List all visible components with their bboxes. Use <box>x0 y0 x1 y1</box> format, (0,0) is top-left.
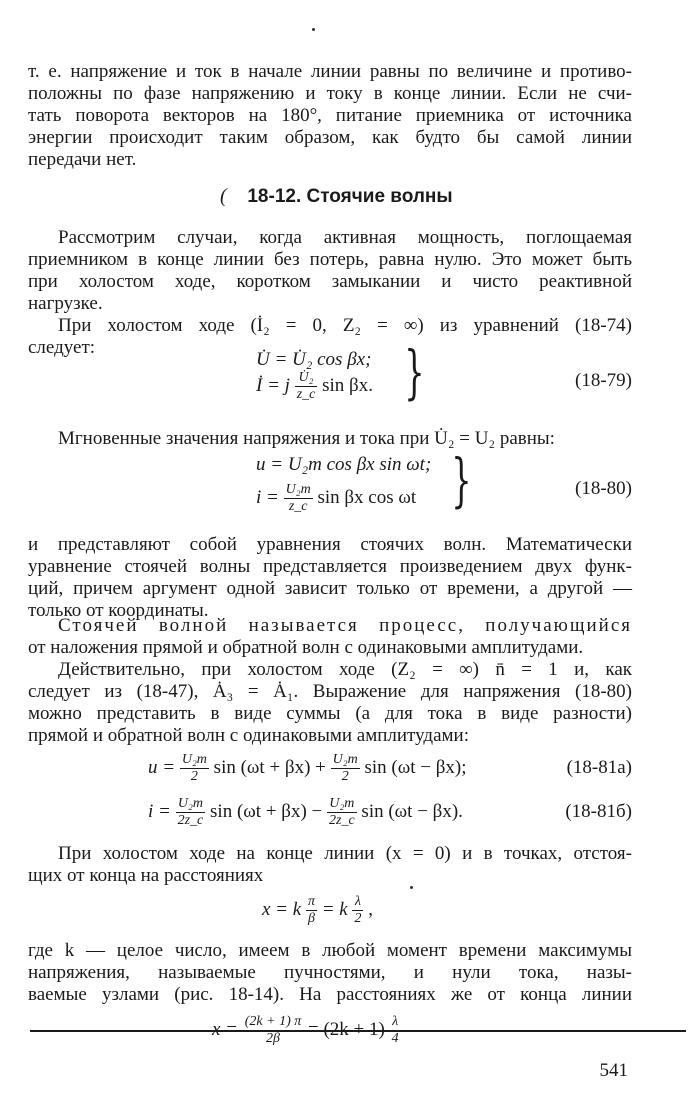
section-title: 18-12. Стоячие волны <box>247 186 453 207</box>
fraction: $\frac{\lambda}{4}$ <box>391 1014 399 1046</box>
equation-18-81a: u = $\frac{\text{U₂m}}{2}$ sin (ωt + βx) + $\frac{\text{U₂m}}{2}$ sin (ωt − βx); <box>148 752 467 784</box>
text-line: передачи нет. <box>28 149 137 170</box>
text-line: положны по фазе напряжению и току в конце линии. Если не счи- <box>28 83 632 104</box>
text-line: следует: <box>28 337 96 358</box>
text-line: Мгновенные значения напряжения и тока при U̇₂ = U₂ равны: <box>58 428 555 449</box>
equation-x-maxima: x = k $\frac{\pi}{\beta}$ = k $\frac{\lambda}{2}$ , <box>262 894 373 926</box>
text-line: можно представить в виде суммы (а для тока в виде разности) <box>28 703 632 724</box>
equation-number: (18-81б) <box>565 801 632 822</box>
text-line: При холостом ходе (İ₂ = 0, Z₂ = ∞) из уравнений (18-74) <box>58 315 632 336</box>
equation-18-80-line2: i = $\frac{\text{U₂m}}{z\_c}$ sin βx cos ωt <box>256 482 417 514</box>
text-line: прямой и обратной волн с одинаковыми амплитудами: <box>28 725 469 746</box>
page-rule <box>30 1030 686 1032</box>
text-line: Стоячей волной называется процесс, получающийся <box>58 615 632 636</box>
equation-18-79-line2: İ = j $\frac{\text{U̇₂}}{z\_c}$ sin βx. <box>256 370 373 402</box>
text-line: при холостом ходе, коротком замыкании и чисто реактивной <box>28 271 632 292</box>
equation-number: (18-79) <box>575 370 632 391</box>
text-line: уравнение стоячей волны представляется произведением двух функ- <box>28 556 632 577</box>
equation-18-79-line1: U̇ = U̇₂ cos βx; <box>256 349 372 370</box>
text-line: и представляют собой уравнения стоячих волн. Математически <box>28 534 632 555</box>
text-line: тать поворота векторов на 180°, питание приемника от источника <box>28 105 632 126</box>
fraction: $\frac{\text{U₂m}}{z\_c}$ <box>285 482 311 514</box>
text-line: Действительно, при холостом ходе (Z₂ = ∞) n̄ = 1 и, как <box>58 659 632 680</box>
text-line: только от координаты. <box>28 600 209 621</box>
equation-18-81b: i = $\frac{\text{U₂m}}{2z\_c}$ sin (ωt + βx) − $\frac{\text{U₂m}}{2z\_c}$ sin (ωt − βx). <box>148 796 463 828</box>
fraction: $\frac{\text{U₂m}}{2}$ <box>332 752 358 784</box>
right-brace: } <box>404 338 425 406</box>
fraction: $\frac{(2k + 1) \pi}{2\beta}$ <box>244 1014 302 1046</box>
equation-number: (18-80) <box>575 478 632 499</box>
text-line: При холостом ходе на конце линии (x = 0) и в точках, отстоя- <box>58 843 632 864</box>
page-number: 541 <box>599 1060 628 1081</box>
text-line: ций, причем аргумент одной зависит только от времени, а другой — <box>28 578 632 599</box>
fraction: $\frac{\text{U₂m}}{2z\_c}$ <box>177 796 204 828</box>
text-line: Рассмотрим случаи, когда активная мощность, поглощаемая <box>58 227 632 248</box>
text-line: нагрузке. <box>28 293 103 314</box>
text-line: т. е. напряжение и ток в начале линии равны по величине и противо- <box>28 61 632 82</box>
text-line: энергии происходит таким образом, как будто бы самой линии <box>28 127 632 148</box>
fraction: $\frac{\text{U₂m}}{2z\_c}$ <box>329 796 355 828</box>
text-line: где k — целое число, имеем в любой момент времени максимумы <box>28 940 632 961</box>
speck <box>312 28 315 31</box>
speck <box>410 886 413 889</box>
text-line: от наложения прямой и обратной волн с одинаковыми амплитудами. <box>28 637 584 658</box>
equation-18-80-line1: u = U₂m cos βx sin ωt; <box>256 454 432 475</box>
text-line: напряжения, называемые пучностями, и нули тока, назы- <box>28 962 632 983</box>
fraction: $\frac{\text{U₂m}}{2}$ <box>181 752 207 784</box>
equation-number: (18-81а) <box>566 757 632 778</box>
right-brace: } <box>451 446 472 514</box>
fraction: $\frac{\pi}{\beta}$ <box>307 894 315 926</box>
fraction: $\frac{\lambda}{2}$ <box>354 894 362 926</box>
text-line: щих от конца на расстояниях <box>28 865 264 886</box>
text-line: следует из (18-47), Ȧ₃ = Ȧ₁. Выражение для напряжения (18-80) <box>28 681 632 702</box>
text-line: ваемые узлами (рис. 18-14). На расстояниях же от конца линии <box>28 984 632 1005</box>
fraction: $\frac{\text{U̇₂}}{z\_c}$ <box>296 370 316 402</box>
text-line: приемником в конце линии без потерь, равна нулю. Это может быть <box>28 249 632 270</box>
equation-x-nodes: x = $\frac{(2k + 1) \pi}{2\beta}$ = (2k + 1) $\frac{\lambda}{4}$ <box>212 1014 399 1046</box>
margin-mark: ( <box>220 185 227 207</box>
